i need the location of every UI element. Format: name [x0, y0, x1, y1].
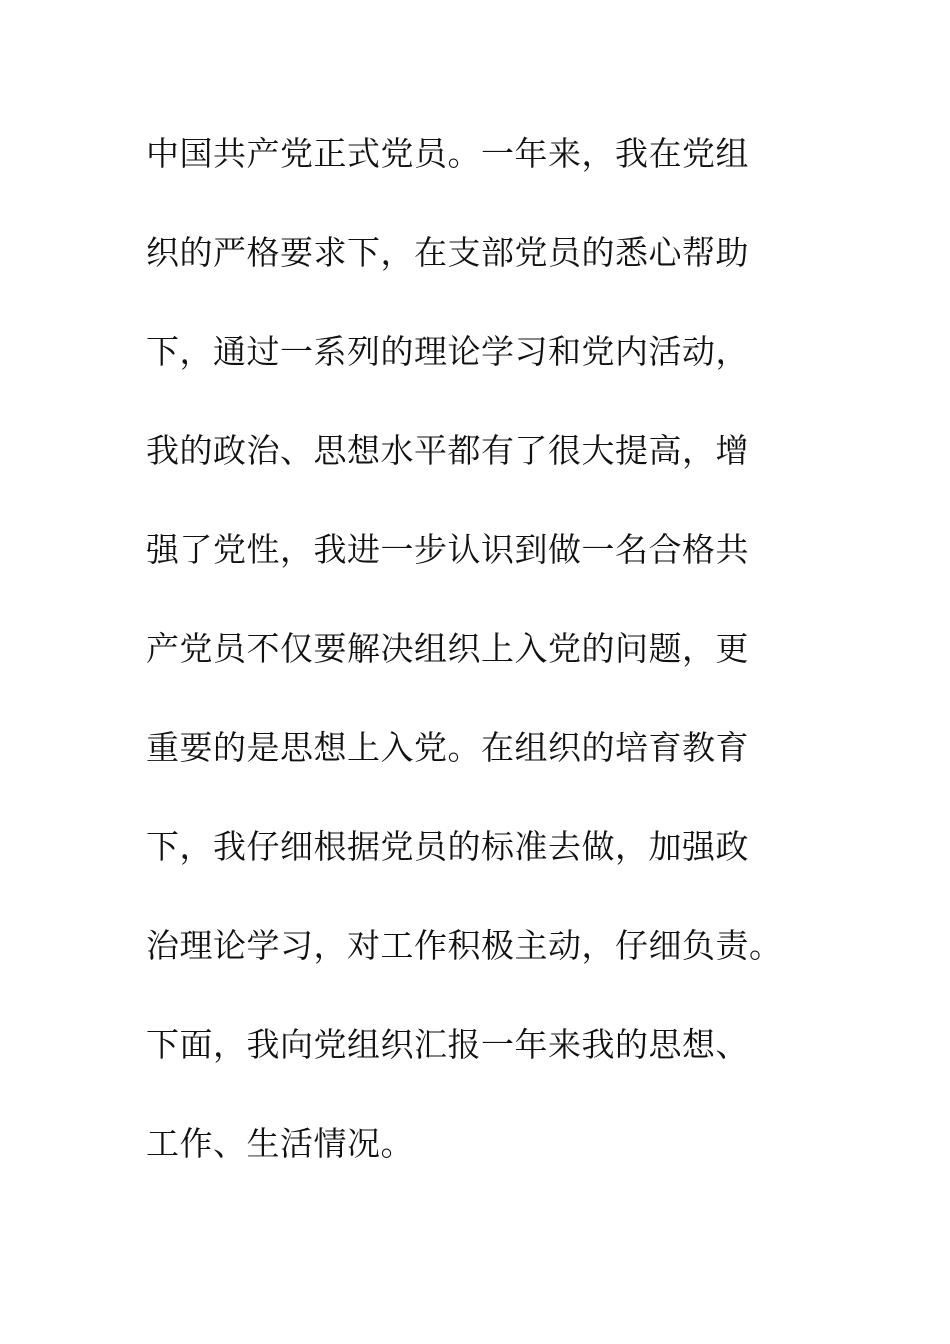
text-line: 下，我仔细根据党员的标准去做，加强政	[146, 827, 749, 866]
document-body	[146, 122, 846, 1211]
text-line: 强了党性，我进一步认识到做一名合格共	[146, 530, 749, 569]
text-line: 治理论学习，对工作积极主动，仔细负责。	[146, 926, 783, 965]
text-line: 我的政治、思想水平都有了很大提高，增	[146, 431, 749, 470]
text-line: 重要的是思想上入党。在组织的培育教育	[146, 728, 749, 767]
text-line: 织的严格要求下，在支部党员的悉心帮助	[146, 233, 749, 272]
text-line: 下，通过一系列的理论学习和党内活动，	[146, 332, 749, 371]
text-line: 工作、生活情况。	[146, 1124, 414, 1163]
text-line: 中国共产党正式党员。一年来，我在党组	[146, 134, 749, 173]
text-line: 产党员不仅要解决组织上入党的问题，更	[146, 629, 749, 668]
text-line: 下面，我向党组织汇报一年来我的思想、	[146, 1025, 749, 1064]
